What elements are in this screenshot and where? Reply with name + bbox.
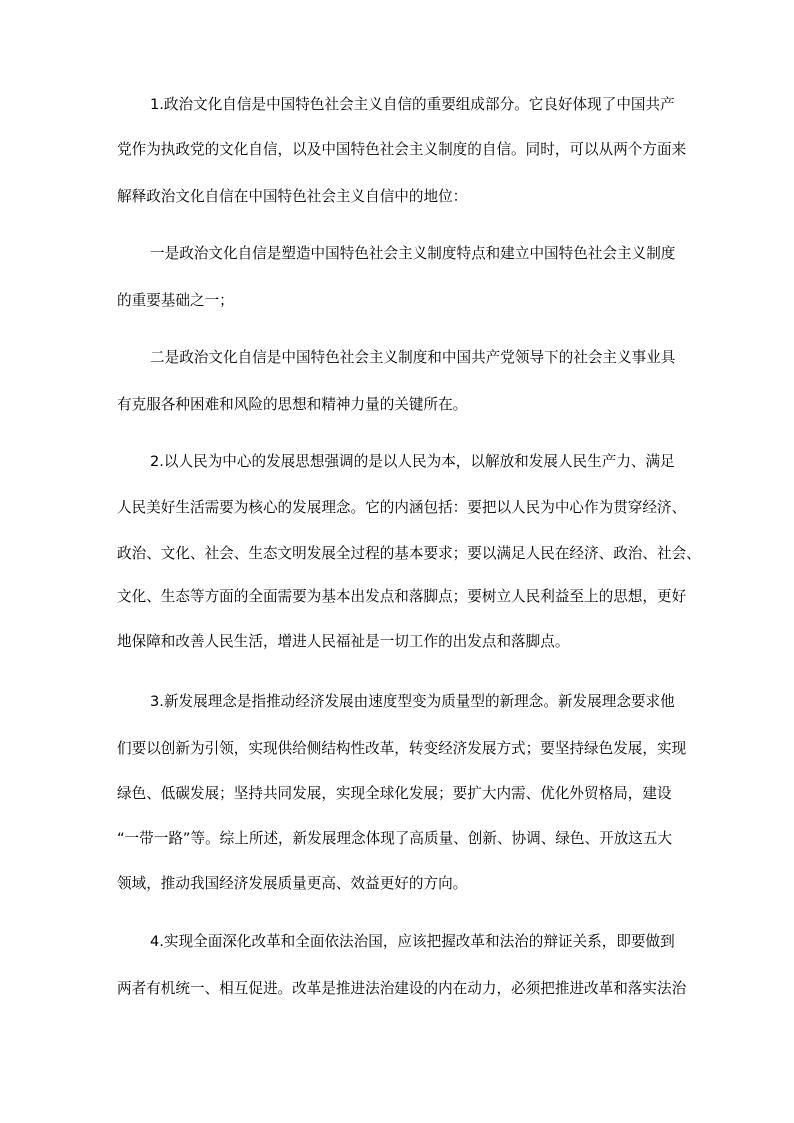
paragraph-1-line-2: 党作为执政党的文化自信，以及中国特色社会主义制度的自信。同时，可以从两个方面来 — [117, 141, 687, 158]
paragraph-3-line-2: 有克服各种困难和风险的思想和精神力量的关键所在。 — [117, 396, 468, 413]
paragraph-1-line-1: 1.政治文化自信是中国特色社会主义自信的重要组成部分。它良好体现了中国共产 — [150, 96, 675, 113]
paragraph-2-line-2: 的重要基础之一； — [117, 292, 234, 309]
paragraph-4-line-3: 政治、文化、社会、生态文明发展全过程的基本要求；要以满足人民在经济、政治、社会、 — [117, 545, 701, 562]
paragraph-5-line-4: “一带一路”等。综上所述，新发展理念体现了高质量、创新、协调、绿色、开放这五大 — [117, 830, 673, 847]
paragraph-5-line-1: 3.新发展理念是指推动经济发展由速度型变为质量型的新理念。新发展理念要求他 — [150, 693, 675, 710]
paragraph-3-line-1: 二是政治文化自信是中国特色社会主义制度和中国共产党领导下的社会主义事业具 — [150, 349, 676, 366]
paragraph-4-line-2: 人民美好生活需要为核心的发展理念。它的内涵包括：要把以人民为中心作为贯穿经济、 — [117, 499, 687, 516]
paragraph-1-line-3: 解释政治文化自信在中国特色社会主义自信中的地位： — [117, 188, 468, 205]
paragraph-4-line-5: 地保障和改善人民生活，增进人民福祉是一切工作的出发点和落脚点。 — [117, 633, 570, 650]
paragraph-6-line-1: 4.实现全面深化改革和全面依法治国，应该把握改革和法治的辩证关系，即要做到 — [150, 933, 675, 950]
paragraph-2-line-1: 一是政治文化自信是塑造中国特色社会主义制度特点和建立中国特色社会主义制度 — [150, 245, 676, 262]
paragraph-4-line-1: 2.以人民为中心的发展思想强调的是以人民为本，以解放和发展人民生产力、满足 — [150, 453, 675, 470]
paragraph-5-line-3: 绿色、低碳发展；坚持共同发展，实现全球化发展；要扩大内需、优化外贸格局，建设 — [117, 785, 672, 802]
paragraph-5-line-2: 们要以创新为引领，实现供给侧结构性改革，转变经济发展方式；要坚持绿色发展，实现 — [117, 740, 687, 757]
paragraph-4-line-4: 文化、生态等方面的全面需要为基本出发点和落脚点；要树立人民利益至上的思想，更好 — [117, 588, 687, 605]
paragraph-5-line-5: 领域，推动我国经济发展质量更高、效益更好的方向。 — [117, 875, 468, 892]
paragraph-6-line-2: 两者有机统一、相互促进。改革是推进法治建设的内在动力，必须把推进改革和落实法治 — [117, 980, 687, 997]
